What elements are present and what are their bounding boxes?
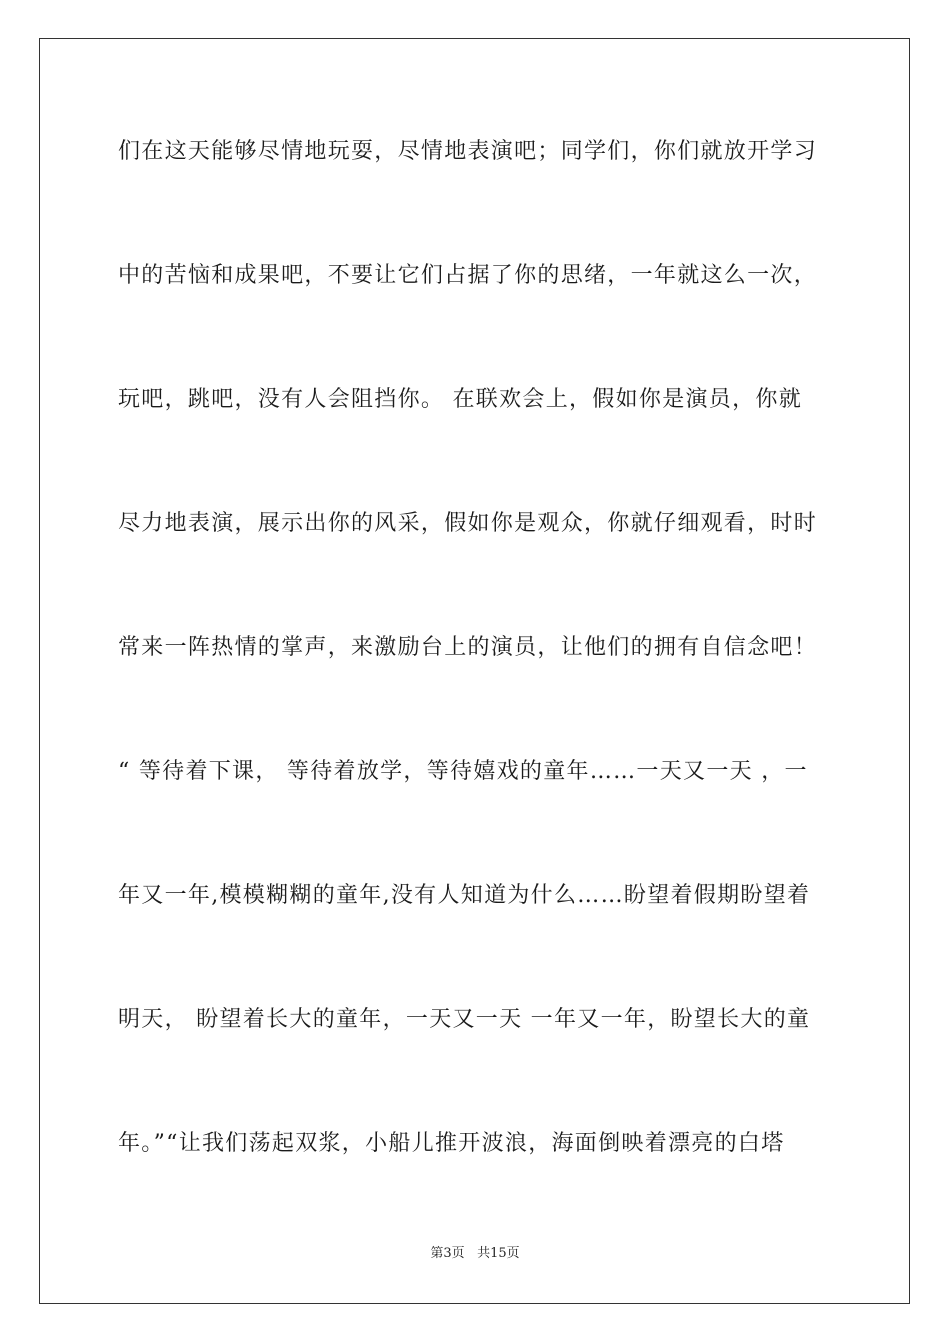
page-total: 共15页 [477,1246,520,1261]
body-line-9: 年。”“让我们荡起双浆，小船儿推开波浪，海面倒映着漂亮的白塔 [118,1131,785,1156]
page-number: 第3页 [430,1246,465,1261]
body-line-7: 年又一年,模模糊糊的童年,没有人知道为什么……盼望着假期盼望着 [118,883,811,908]
body-line-6: “ 等待着下课， 等待着放学，等待嬉戏的童年……一天又一天 ，一 [118,759,808,784]
body-line-5: 常来一阵热情的掌声，来激励台上的演员，让他们的拥有自信念吧！ [118,635,818,660]
body-line-4: 尽力地表演，展示出你的风采，假如你是观众，你就仔细观看，时时 [118,511,818,536]
body-line-1: 们在这天能够尽情地玩耍，尽情地表演吧；同学们，你们就放开学习 [118,139,818,164]
body-line-2: 中的苦恼和成果吧，不要让它们占据了你的思绪，一年就这么一次， [118,263,818,288]
body-line-3: 玩吧，跳吧，没有人会阻挡你。 在联欢会上，假如你是演员，你就 [118,387,802,412]
body-line-8: 明天， 盼望着长大的童年，一天又一天 一年又一年，盼望长大的童 [118,1007,811,1032]
page-footer [0,1245,950,1263]
page-frame [39,38,910,1304]
